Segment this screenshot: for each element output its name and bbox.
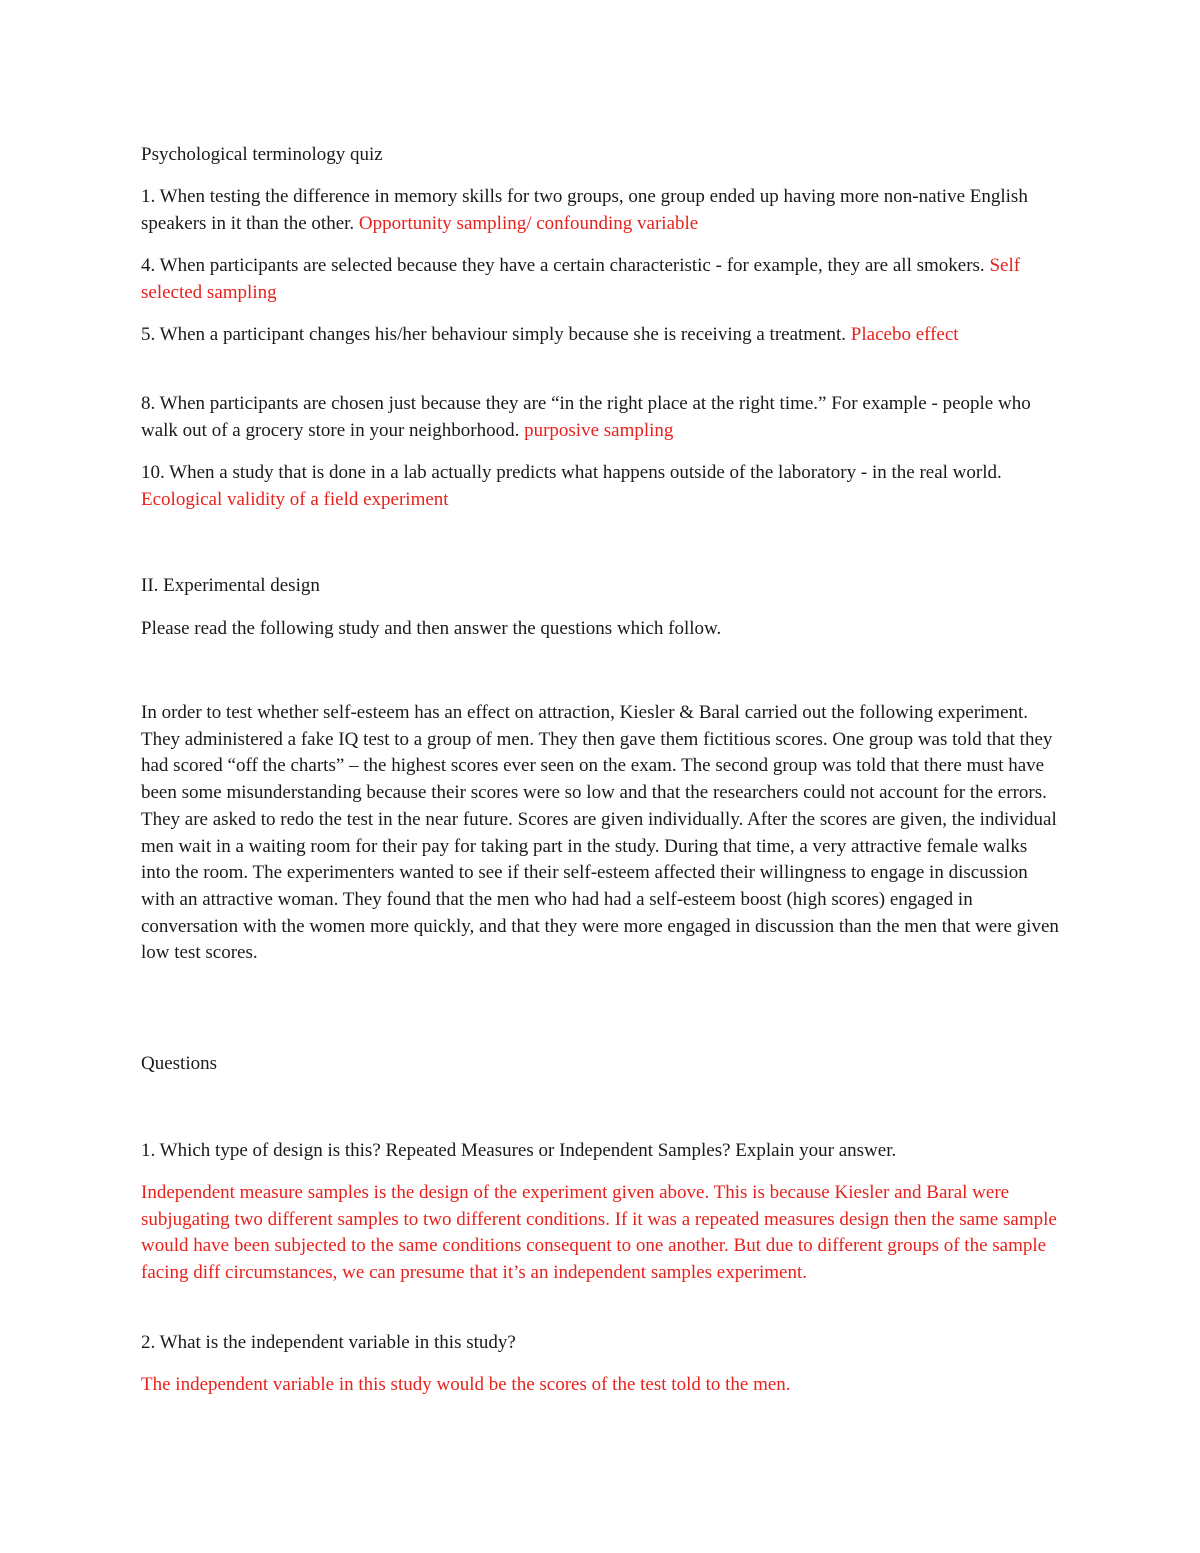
answer-1: Independent measure samples is the design of the experiment given above. This is because Kiesler and Baral were subjugating two different samples to two different conditions. If it was a repeated measures design then the same sample would have been subjected to the same conditions consequent to one another. But due to different groups of the sample facing diff circumstances, we can presume that it’s an independent samples experiment. [141, 1182, 1057, 1284]
term-question-8: 8. When participants are chosen just because they are “in the right place at the right time.” For example - people who walk out of a grocery store in your neighborhood. [141, 393, 1031, 441]
section-heading-experimental-design: II. Experimental design [141, 575, 320, 596]
term-answer-4: Self selected sampling [141, 255, 1021, 303]
section-instruction: Please read the following study and then answer the questions which follow. [141, 618, 722, 639]
answer-2: The independent variable in this study would be the scores of the test told to the men. [141, 1374, 791, 1395]
question-2: 2. What is the independent variable in this study? [141, 1332, 516, 1353]
question-1: 1. Which type of design is this? Repeated Measures or Independent Samples? Explain your answer. [141, 1140, 897, 1161]
study-paragraph: In order to test whether self-esteem has an effect on attraction, Kiesler & Baral carried out the following experiment. They administered a fake IQ test to a group of men. They then gave them fictitious scores. One group was told that they had scored “off the charts” – the highest scores ever seen on the exam. The second group was told that there must have been some misunderstanding because their scores were so low and that the researchers could not account for the errors. They are asked to redo the test in the near future. Scores are given individually. After the scores are given, the individual men wait in a waiting room for their pay for taking part in the study. During that time, a very attractive female walks into the room. The experimenters wanted to see if their self-esteem affected their willingness to engage in discussion with an attractive woman. They found that the men who had had a self-esteem boost (high scores) engaged in conversation with the women more quickly, and that they were more engaged in discussion than the men that were given low test scores. [141, 702, 1059, 964]
term-question-10: 10. When a study that is done in a lab actually predicts what happens outside of the laboratory - in the real world. [141, 462, 1002, 483]
term-answer-1: Opportunity sampling/ confounding variable [358, 212, 699, 234]
document-title: Psychological terminology quiz [141, 144, 383, 165]
term-answer-5: Placebo effect [850, 324, 959, 345]
term-answer-8: purposive sampling [524, 419, 674, 441]
questions-heading: Questions [141, 1053, 217, 1074]
term-question-4: 4. When participants are selected because they have a certain characteristic - for example, they are all smokers. [141, 255, 985, 276]
term-item-10 [141, 460, 1061, 513]
term-item-8 [141, 391, 1061, 444]
term-item-1 [141, 184, 1061, 237]
term-item-5 [141, 322, 1061, 349]
term-answer-10: Ecological validity of a field experiment [141, 488, 449, 510]
term-item-4 [141, 253, 1061, 306]
term-question-1: 1. When testing the difference in memory skills for two groups, one group ended up having more non-native English speakers in it than the other. [141, 186, 1028, 234]
term-question-5: 5. When a participant changes his/her behaviour simply because she is receiving a treatment. [141, 324, 847, 345]
